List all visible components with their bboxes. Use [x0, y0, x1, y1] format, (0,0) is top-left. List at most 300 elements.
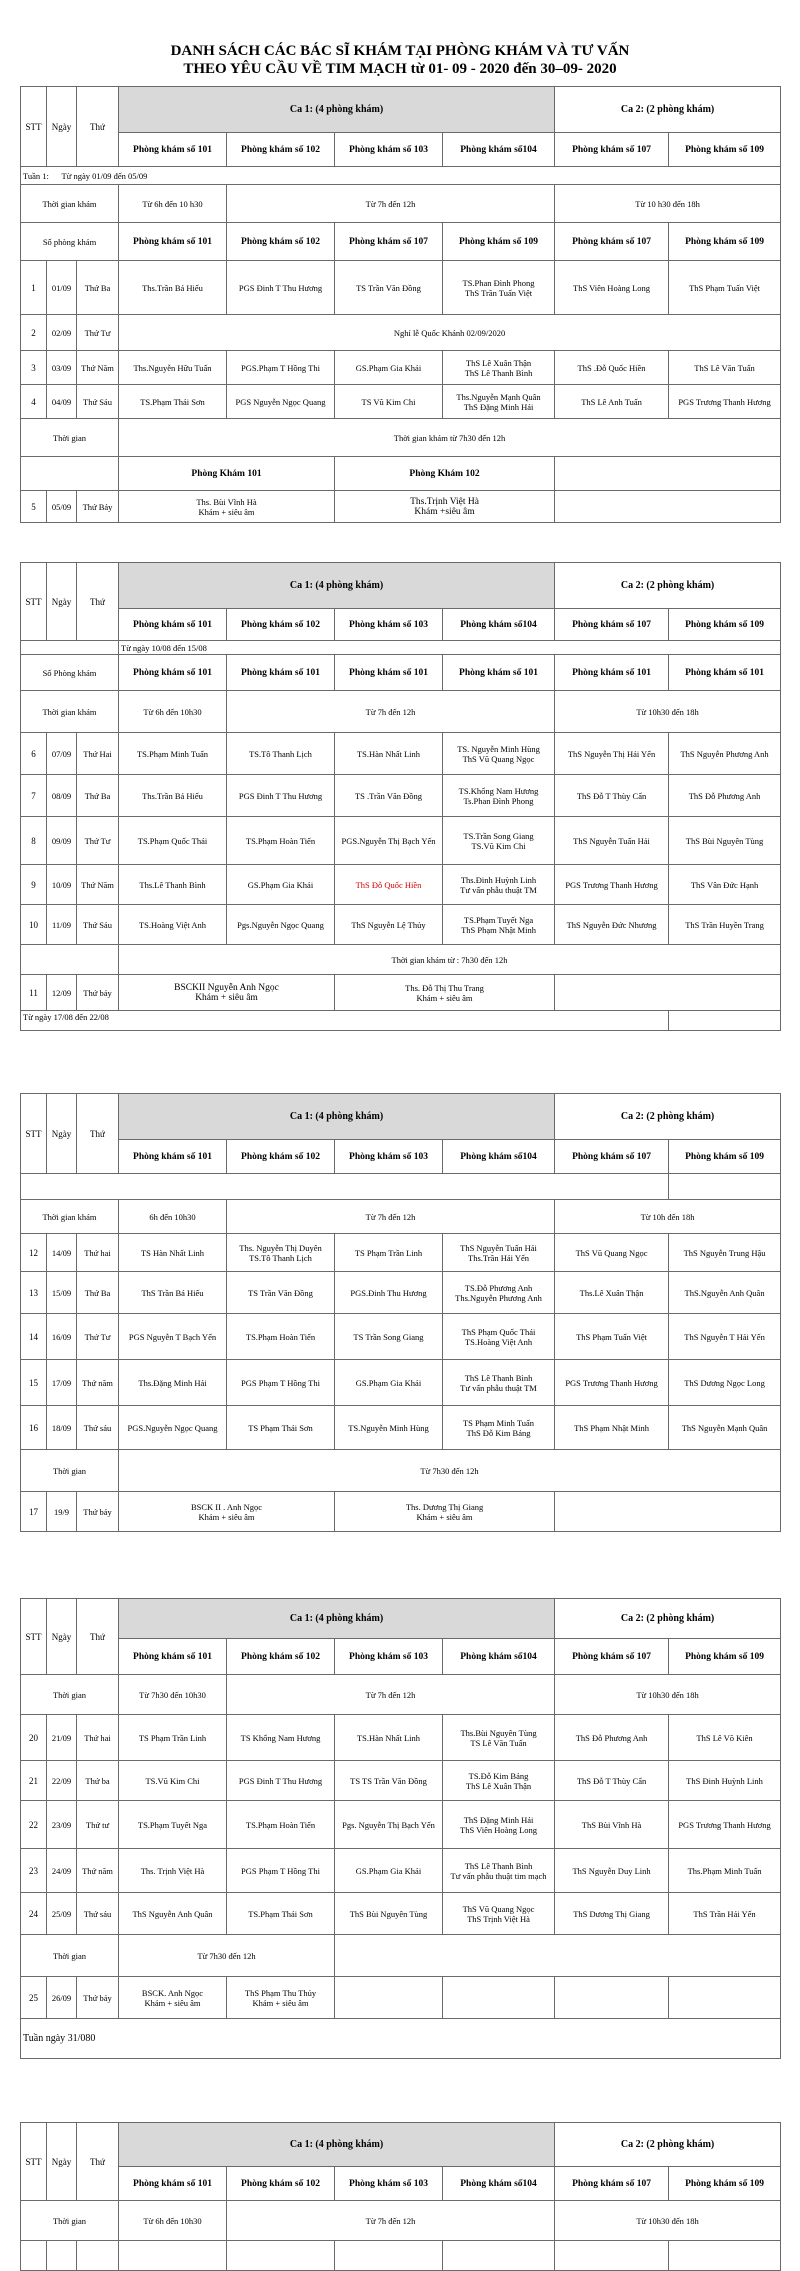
cell-doctor: TS.Phạm Thái Sơn [119, 385, 227, 419]
cell-doctor: ThS Phạm Tuấn Việt [555, 1314, 669, 1360]
blank-cell [21, 641, 119, 655]
time-label: Thời gian [21, 2201, 119, 2241]
cell-doctor: ThS Dương Thị Giang [555, 1893, 669, 1935]
cell-doctor: ThS Nguyễn Tuấn Hải Ths.Trần Hải Yến [443, 1234, 555, 1272]
blank-cell [47, 2241, 77, 2271]
cell-doctor: TS.Phạm Thái Sơn [227, 1893, 335, 1935]
time-ca1a: Từ 6h đến 10h30 [119, 2201, 227, 2241]
header-ngay: Ngày [47, 1599, 77, 1675]
cell-date: 23/09 [47, 1801, 77, 1849]
room-cell: Phòng khám số 101 [555, 655, 669, 691]
cell-doctor: GS.Phạm Gia Khải [335, 1360, 443, 1406]
cell-doctor: ThS Lê Anh Tuấn [555, 385, 669, 419]
cell-doctor: ThS Phạm Nhật Minh [555, 1406, 669, 1450]
cell-doctor: BSCKII Nguyễn Anh Ngọc Khám + siêu âm [119, 975, 335, 1011]
cell-day: Thứ hai [77, 1715, 119, 1761]
header-room-104: Phòng khám số104 [443, 1140, 555, 1174]
cell-doctor: TS Vũ Kim Chi [335, 385, 443, 419]
header-stt: STT [21, 563, 47, 641]
header-room-107: Phòng khám số 107 [555, 133, 669, 167]
cell-doctor: PGS Trương Thanh Hương [555, 1360, 669, 1406]
cell-doctor: Ths. Trịnh Việt Hà [119, 1849, 227, 1893]
cell-doctor: TS Trần Văn Đồng [335, 261, 443, 315]
time-ca2: Từ 10h30 đến 18h [555, 1675, 781, 1715]
header-room-104: Phòng khám số104 [443, 2167, 555, 2201]
cell-doctor: PGS Đinh T Thu Hương [227, 261, 335, 315]
cell-date: 03/09 [47, 351, 77, 385]
table-row [21, 775, 781, 817]
cell-stt: 21 [21, 1761, 47, 1801]
header-room-103: Phòng khám số 103 [335, 1140, 443, 1174]
cell-date: 09/09 [47, 817, 77, 865]
room-cell: Phòng khám số 102 [227, 223, 335, 261]
time-ca2: Từ 10h đến 18h [555, 1200, 781, 1234]
holiday-cell: Nghỉ lễ Quốc Khánh 02/09/2020 [119, 315, 781, 351]
blank-cell [555, 1977, 669, 2019]
blank-cell [21, 1174, 669, 1200]
header-room-104: Phòng khám số104 [443, 609, 555, 641]
header-room-101: Phòng khám số 101 [119, 1639, 227, 1675]
table-row [21, 1761, 781, 1801]
header-thu: Thứ [77, 2123, 119, 2201]
cell-doctor: Ths. Nguyễn Thị Duyên TS.Tô Thanh Lịch [227, 1234, 335, 1272]
cell-date: 17/09 [47, 1360, 77, 1406]
cell-doctor: ThS Đỗ Phương Anh [555, 1715, 669, 1761]
cell-doctor: ThS Trần Huyền Trang [669, 905, 781, 945]
cell-doctor: TS.Khổng Nam Hương Ts.Phan Đình Phong [443, 775, 555, 817]
table-row [21, 817, 781, 865]
time-label: Thời gian khám [21, 691, 119, 733]
cell-day: Thứ Năm [77, 865, 119, 905]
header-room-107: Phòng khám số 107 [555, 1639, 669, 1675]
sat-time: Từ 7h30 đến 12h [119, 1935, 335, 1977]
cell-date: 01/09 [47, 261, 77, 315]
cell-stt: 10 [21, 905, 47, 945]
cell-date: 24/09 [47, 1849, 77, 1893]
sat-room-b: Phòng Khám 102 [335, 457, 555, 491]
cell-stt: 5 [21, 491, 47, 523]
cell-stt: 12 [21, 1234, 47, 1272]
cell-doctor: ThS Trần Bá Hiếu [119, 1272, 227, 1314]
cell-date: 26/09 [47, 1977, 77, 2019]
time-label: Thời gian [21, 1675, 119, 1715]
cell-doctor: Ths.Phạm Minh Tuấn [669, 1849, 781, 1893]
cell-doctor: ThS Đỗ T Thùy Cẩn [555, 775, 669, 817]
cell-doctor: PGS Phạm T Hồng Thi [227, 1360, 335, 1406]
cell-doctor: PGS Đinh T Thu Hương [227, 775, 335, 817]
cell-stt: 2 [21, 315, 47, 351]
cell-doctor: ThS Nguyễn Mạnh Quân [669, 1406, 781, 1450]
room-cell: Phòng khám số 109 [669, 223, 781, 261]
header-room-102: Phòng khám số 102 [227, 609, 335, 641]
cell-date: 16/09 [47, 1314, 77, 1360]
table-row [21, 385, 781, 419]
cell-doctor: GS.Phạm Gia Khải [335, 351, 443, 385]
cell-day: Thứ Sáu [77, 905, 119, 945]
cell-doctor: Pgs. Nguyễn Thị Bạch Yến [335, 1801, 443, 1849]
schedule-table-week5 [20, 2122, 781, 2271]
room-cell: Phòng khám số 101 [227, 655, 335, 691]
blank-cell [669, 1977, 781, 2019]
cell-doctor: ThS Nguyễn Trung Hậu [669, 1234, 781, 1272]
table-row [21, 1893, 781, 1935]
header-ca2: Ca 2: (2 phòng khám) [555, 1094, 781, 1140]
blank-cell [335, 1935, 781, 1977]
cell-doctor: Ths.Nguyễn Hữu Tuấn [119, 351, 227, 385]
sat-time-label: Thời gian [21, 1935, 119, 1977]
header-ca1: Ca 1: (4 phòng khám) [119, 1599, 555, 1639]
table-row [21, 1849, 781, 1893]
cell-doctor: TS.Hàn Nhất Linh [335, 1715, 443, 1761]
week-range-row [21, 167, 781, 185]
cell-doctor: TS. Nguyễn Minh Hùng ThS Vũ Quang Ngọc [443, 733, 555, 775]
cell-day: Thứ Tư [77, 1314, 119, 1360]
cell-day: Thứ năm [77, 1849, 119, 1893]
cell-doctor: TS Phạm Thái Sơn [227, 1406, 335, 1450]
cell-doctor: PGS Phạm T Hồng Thi [227, 1849, 335, 1893]
blank-cell [227, 2241, 335, 2271]
cell-doctor: TS .Trần Văn Đồng [335, 775, 443, 817]
cell-doctor: Ths. Bùi Vĩnh Hà Khám + siêu âm [119, 491, 335, 523]
cell-stt: 20 [21, 1715, 47, 1761]
page-title-line1: DANH SÁCH CÁC BÁC SĨ KHÁM TẠI PHÒNG KHÁM VÀ TƯ VẤN [170, 43, 630, 59]
cell-doctor: TS.Phạm Tuyết Nga ThS Phạm Nhật Minh [443, 905, 555, 945]
blank-cell [669, 1011, 781, 1031]
cell-doctor: TS Hàn Nhất Linh [119, 1234, 227, 1272]
sat-time: Từ 7h30 đến 12h [119, 1450, 781, 1492]
cell-doctor: ThS Phạm Quốc Thái TS.Hoàng Việt Anh [443, 1314, 555, 1360]
blank-cell [555, 491, 781, 523]
cell-date: 21/09 [47, 1715, 77, 1761]
cell-stt: 9 [21, 865, 47, 905]
table-row [21, 1406, 781, 1450]
schedule-table-week2 [20, 562, 781, 1031]
cell-doctor: ThS Bùi Nguyên Tùng [669, 817, 781, 865]
cell-doctor: Ths. Dương Thị Giang Khám + siêu âm [335, 1492, 555, 1532]
table-row [21, 865, 781, 905]
header-ca1: Ca 1: (4 phòng khám) [119, 563, 555, 609]
cell-day: Thứ Ba [77, 775, 119, 817]
time-ca2: Từ 10 h30 đến 18h [555, 185, 781, 223]
cell-date: 15/09 [47, 1272, 77, 1314]
sat-time: Thời gian khám từ : 7h30 đến 12h [119, 945, 781, 975]
table-row [21, 1272, 781, 1314]
cell-doctor: ThS Nguyễn Anh Quân [119, 1893, 227, 1935]
blank-cell [555, 1492, 781, 1532]
week-range: Từ ngày 10/08 đến 15/08 [119, 641, 781, 655]
cell-date: 18/09 [47, 1406, 77, 1450]
table-row [21, 975, 781, 1011]
header-room-102: Phòng khám số 102 [227, 133, 335, 167]
room-cell: Phòng khám số 101 [119, 223, 227, 261]
header-stt: STT [21, 2123, 47, 2201]
table-row [21, 1977, 781, 2019]
cell-doctor: GS.Phạm Gia Khải [335, 1849, 443, 1893]
header-room-103: Phòng khám số 103 [335, 133, 443, 167]
cell-doctor: TS Khổng Nam Hương [227, 1715, 335, 1761]
cell-stt: 22 [21, 1801, 47, 1849]
week-footer: Tuần ngày 31/080 [21, 2019, 781, 2059]
header-room-103: Phòng khám số 103 [335, 2167, 443, 2201]
blank-cell [443, 1977, 555, 2019]
cell-doctor: Ths.Nguyễn Mạnh Quân ThS Đặng Minh Hải [443, 385, 555, 419]
table-row [21, 315, 781, 351]
header-thu: Thứ [77, 1094, 119, 1174]
cell-day: Thứ bảy [77, 1492, 119, 1532]
header-stt: STT [21, 1094, 47, 1174]
header-ngay: Ngày [47, 2123, 77, 2201]
cell-date: 02/09 [47, 315, 77, 351]
cell-doctor: ThS Nguyễn Thị Hải Yến [555, 733, 669, 775]
cell-doctor: ThS .Đỗ Quốc Hiền [555, 351, 669, 385]
header-room-102: Phòng khám số 102 [227, 2167, 335, 2201]
week-label: Tuần 1: [23, 170, 49, 181]
cell-stt: 8 [21, 817, 47, 865]
cell-doctor: PGS.Nguyễn Thị Bạch Yến [335, 817, 443, 865]
header-room-102: Phòng khám số 102 [227, 1639, 335, 1675]
room-cell: Phòng khám số 107 [335, 223, 443, 261]
table-row [21, 1360, 781, 1406]
cell-doctor: TS.Vũ Kim Chi [119, 1761, 227, 1801]
sat-time-label: Thời gian [21, 419, 119, 457]
cell-doctor: PGS Nguyễn Ngọc Quang [227, 385, 335, 419]
cell-doctor: ThS Lê Thanh Bình Tư vấn phẫu thuật TM [443, 1360, 555, 1406]
schedule-table-week3 [20, 1093, 781, 1532]
cell-doctor: Pgs.Nguyễn Ngọc Quang [227, 905, 335, 945]
header-ca2: Ca 2: (2 phòng khám) [555, 563, 781, 609]
table-row [21, 905, 781, 945]
cell-doctor: ThS Nguyễn Phương Anh [669, 733, 781, 775]
header-room-101: Phòng khám số 101 [119, 609, 227, 641]
time-ca1a: 6h đến 10h30 [119, 1200, 227, 1234]
header-room-103: Phòng khám số 103 [335, 609, 443, 641]
cell-day: Thứ Tư [77, 315, 119, 351]
cell-date: 04/09 [47, 385, 77, 419]
cell-day: Thứ ba [77, 1761, 119, 1801]
blank-cell [555, 975, 781, 1011]
cell-day: Thứ tư [77, 1801, 119, 1849]
cell-doctor: TS.Hoàng Việt Anh [119, 905, 227, 945]
time-ca1b: Từ 7h đến 12h [227, 185, 555, 223]
cell-doctor: TS.Phạm Tuyết Nga [119, 1801, 227, 1849]
cell-doctor: ThS Đỗ T Thùy Cẩn [555, 1761, 669, 1801]
header-thu: Thứ [77, 563, 119, 641]
cell-doctor: PGS Nguyễn T Bạch Yến [119, 1314, 227, 1360]
cell-doctor: ThS Nguyễn Duy Linh [555, 1849, 669, 1893]
cell-doctor: ThS Nguyễn T Hải Yến [669, 1314, 781, 1360]
header-room-107: Phòng khám số 107 [555, 2167, 669, 2201]
room-cell: Phòng khám số 101 [669, 655, 781, 691]
cell-doctor: ThS Dương Ngọc Long [669, 1360, 781, 1406]
cell-doctor: TS.Phạm Hoàn Tiến [227, 817, 335, 865]
room-cell: Phòng khám số 101 [443, 655, 555, 691]
cell-stt: 13 [21, 1272, 47, 1314]
cell-doctor: Ths.Bùi Nguyên Tùng TS Lê Văn Tuấn [443, 1715, 555, 1761]
cell-stt: 24 [21, 1893, 47, 1935]
cell-doctor: ThS Đinh Huỳnh Linh [669, 1761, 781, 1801]
blank-cell [21, 945, 119, 975]
cell-doctor: TS Trần Song Giang [335, 1314, 443, 1360]
cell-doctor: ThS Đỗ Phương Anh [669, 775, 781, 817]
cell-doctor: PGS Trương Thanh Hương [669, 385, 781, 419]
header-room-109: Phòng khám số 109 [669, 1140, 781, 1174]
cell-doctor: PGS.Phạm T Hồng Thi [227, 351, 335, 385]
cell-stt: 4 [21, 385, 47, 419]
cell-doctor: ThS Vũ Quang Ngọc ThS Trịnh Việt Hà [443, 1893, 555, 1935]
cell-date: 25/09 [47, 1893, 77, 1935]
time-ca2: Từ 10h30 đến 18h [555, 691, 781, 733]
cell-stt: 25 [21, 1977, 47, 2019]
cell-doctor: TS.Phạm Quốc Thái [119, 817, 227, 865]
cell-doctor: ThS Nguyễn Đức Nhương [555, 905, 669, 945]
cell-doctor: TS.Phạm Hoàn Tiến [227, 1801, 335, 1849]
cell-day: Thứ Ba [77, 1272, 119, 1314]
cell-day: Thứ sáu [77, 1893, 119, 1935]
cell-doctor: BSCK. Anh Ngọc Khám + siêu âm [119, 1977, 227, 2019]
room-cell: Phòng khám số 101 [119, 655, 227, 691]
cell-date: 11/09 [47, 905, 77, 945]
page-title-line2: THEO YÊU CẦU VỀ TIM MẠCH từ 01- 09 - 2020 đến 30–09- 2020 [183, 61, 617, 77]
blank-cell [335, 2241, 443, 2271]
schedule-table-week4 [20, 1598, 781, 2059]
blank-cell [443, 2241, 555, 2271]
cell-date: 14/09 [47, 1234, 77, 1272]
cell-stt: 17 [21, 1492, 47, 1532]
cell-doctor: Ths.Đinh Huỳnh Linh Tư vấn phẫu thuật TM [443, 865, 555, 905]
cell-date: 12/09 [47, 975, 77, 1011]
time-ca1b: Từ 7h đến 12h [227, 1675, 555, 1715]
header-thu: Thứ [77, 1599, 119, 1675]
cell-doctor: TS Phạm Trần Linh [119, 1715, 227, 1761]
time-ca1b: Từ 7h đến 12h [227, 1200, 555, 1234]
cell-day: Thứ bảy [77, 975, 119, 1011]
header-ca1: Ca 1: (4 phòng khám) [119, 1094, 555, 1140]
header-ca1: Ca 1: (4 phòng khám) [119, 2123, 555, 2167]
cell-day: Thứ Bảy [77, 491, 119, 523]
cell-day: Thứ Hai [77, 733, 119, 775]
cell-doctor: BSCK II . Anh Ngọc Khám + siêu âm [119, 1492, 335, 1532]
cell-doctor: PGS.Đinh Thu Hương [335, 1272, 443, 1314]
cell-day: Thứ Năm [77, 351, 119, 385]
week-footer: Từ ngày 17/08 đến 22/08 [21, 1011, 669, 1031]
schedule-table-week1 [20, 86, 781, 523]
cell-doctor: TS.Phạm Minh Tuấn [119, 733, 227, 775]
cell-doctor: TS.Nguyễn Minh Hùng [335, 1406, 443, 1450]
cell-date: 19/9 [47, 1492, 77, 1532]
cell-doctor: TS Phạm Trần Linh [335, 1234, 443, 1272]
cell-doctor: GS.Phạm Gia Khải [227, 865, 335, 905]
sat-time-label: Thời gian [21, 1450, 119, 1492]
week-range: Từ ngày 01/09 đến 05/09 [61, 170, 148, 181]
cell-doctor: ThS Phạm Thu Thủy Khám + siêu âm [227, 1977, 335, 2019]
cell-day: Thứ Sáu [77, 385, 119, 419]
blank-cell [21, 457, 119, 491]
cell-doctor: ThS Vũ Quang Ngọc [555, 1234, 669, 1272]
cell-doctor: TS.Phan Đình Phong ThS Trần Tuấn Việt [443, 261, 555, 315]
room-label: Số Phòng khám [21, 655, 119, 691]
blank-cell [119, 2241, 227, 2271]
table-row [21, 1801, 781, 1849]
room-cell: Phòng khám số 101 [335, 655, 443, 691]
time-ca1a: Từ 6h đến 10h30 [119, 691, 227, 733]
cell-doctor: TS.Phạm Hoàn Tiến [227, 1314, 335, 1360]
header-room-104: Phòng khám số104 [443, 1639, 555, 1675]
sat-time: Thời gian khám từ 7h30 đến 12h [119, 419, 781, 457]
blank-cell [335, 1977, 443, 2019]
room-cell: Phòng khám số 107 [555, 223, 669, 261]
cell-doctor: TS.Đỗ Kim Bảng ThS Lê Xuân Thận [443, 1761, 555, 1801]
header-room-101: Phòng khám số 101 [119, 133, 227, 167]
time-ca1a: Từ 7h30 đến 10h30 [119, 1675, 227, 1715]
header-room-101: Phòng khám số 101 [119, 1140, 227, 1174]
cell-doctor: TS TS Trần Văn Đồng [335, 1761, 443, 1801]
header-room-107: Phòng khám số 107 [555, 1140, 669, 1174]
cell-doctor: PGS.Nguyễn Ngọc Quang [119, 1406, 227, 1450]
cell-doctor: TS Phạm Minh Tuấn ThS Đỗ Kim Bảng [443, 1406, 555, 1450]
cell-doctor: ThS Bùi Nguyên Tùng [335, 1893, 443, 1935]
time-ca1b: Từ 7h đến 12h [227, 2201, 555, 2241]
header-room-107: Phòng khám số 107 [555, 609, 669, 641]
room-cell: Phòng khám số 109 [443, 223, 555, 261]
time-label: Thời gian khám [21, 1200, 119, 1234]
cell-date: 08/09 [47, 775, 77, 817]
header-stt: STT [21, 1599, 47, 1675]
time-ca2: Từ 10h30 đến 18h [555, 2201, 781, 2241]
cell-doctor: ThS Lê Xuân Thận ThS Lê Thanh Bình [443, 351, 555, 385]
blank-cell [77, 2241, 119, 2271]
cell-doctor: ThS Vân Đức Hạnh [669, 865, 781, 905]
time-ca1a: Từ 6h đến 10 h30 [119, 185, 227, 223]
cell-doctor: Ths.Trần Bá Hiếu [119, 261, 227, 315]
table-row [21, 491, 781, 523]
cell-stt: 14 [21, 1314, 47, 1360]
table-row [21, 1715, 781, 1761]
cell-doctor: ThS Lê Văn Tuấn [669, 351, 781, 385]
cell-doctor: PGS Trương Thanh Hương [669, 1801, 781, 1849]
header-room-109: Phòng khám số 109 [669, 609, 781, 641]
cell-day: Thứ Ba [77, 261, 119, 315]
blank-cell [669, 1174, 781, 1200]
cell-date: 10/09 [47, 865, 77, 905]
cell-doctor: Ths. Đỗ Thị Thu Trang Khám + siêu âm [335, 975, 555, 1011]
table-row [21, 261, 781, 315]
cell-stt: 23 [21, 1849, 47, 1893]
cell-doctor: Ths.Lê Xuân Thận [555, 1272, 669, 1314]
header-ca2: Ca 2: (2 phòng khám) [555, 1599, 781, 1639]
cell-stt: 1 [21, 261, 47, 315]
cell-doctor: ThS.Nguyễn Anh Quân [669, 1272, 781, 1314]
header-ngay: Ngày [47, 563, 77, 641]
cell-date: 22/09 [47, 1761, 77, 1801]
cell-stt: 15 [21, 1360, 47, 1406]
room-label: Số phòng khám [21, 223, 119, 261]
header-ca1: Ca 1: (4 phòng khám) [119, 87, 555, 133]
cell-doctor: ThS Bùi Vĩnh Hà [555, 1801, 669, 1849]
header-ca2: Ca 2: (2 phòng khám) [555, 87, 781, 133]
cell-day: Thứ sáu [77, 1406, 119, 1450]
cell-doctor: ThS Viên Hoàng Long [555, 261, 669, 315]
cell-stt: 16 [21, 1406, 47, 1450]
cell-stt: 3 [21, 351, 47, 385]
header-room-109: Phòng khám số 109 [669, 133, 781, 167]
table-row [21, 1234, 781, 1272]
cell-doctor: ThS Trần Hải Yến [669, 1893, 781, 1935]
header-room-101: Phòng khám số 101 [119, 2167, 227, 2201]
cell-doctor: Ths.Đặng Minh Hải [119, 1360, 227, 1406]
cell-doctor: ThS Nguyễn Tuấn Hải [555, 817, 669, 865]
header-thu: Thứ [77, 87, 119, 167]
cell-doctor-highlighted: ThS Đỗ Quốc Hiền [335, 865, 443, 905]
